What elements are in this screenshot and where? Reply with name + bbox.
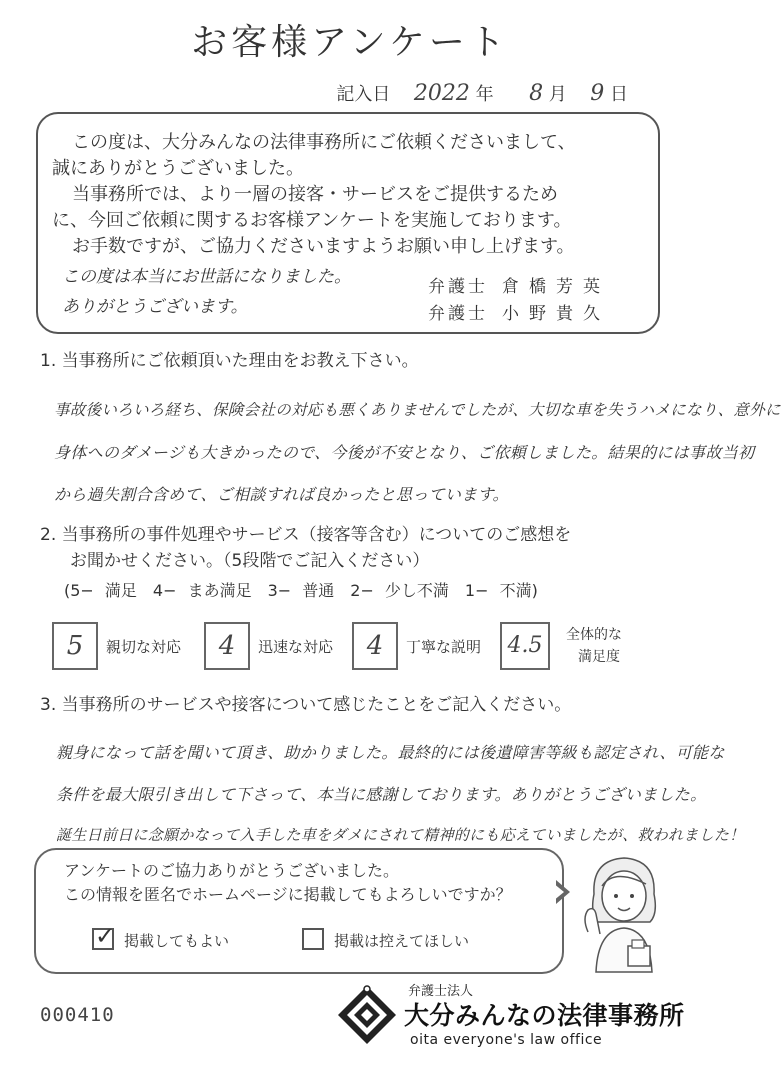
date-day: 9 <box>590 81 605 106</box>
lawyer-signature <box>428 272 610 297</box>
score-box-kindness[interactable]: 5 <box>52 622 98 670</box>
answer-1-line: 事故後いろいろ経ち、保険会社の対応も悪くありませんでしたが、大切な車を失うハメになり、意外に <box>54 401 781 419</box>
greeting-line: お手数ですが、ご協力くださいますようお願い申し上げます。 <box>72 236 575 257</box>
logo-name: 大分みんなの法律事務所 <box>404 1001 685 1030</box>
question-1: 1. 当事務所にご依頼頂いた理由をお教え下さい。 <box>40 351 419 371</box>
greeting-line: 当事務所では、より一層の接客・サービスをご提供するため <box>72 184 558 205</box>
score-label: 丁寧な説明 <box>406 638 482 656</box>
score-label: 親切な対応 <box>106 638 182 656</box>
logo-subtitle: 弁護士法人 <box>408 984 474 999</box>
greeting-line: 誠にありがとうございました。 <box>52 158 304 179</box>
lawyer-name: 小野貴久 <box>502 304 610 324</box>
score-label: 全体的な <box>566 627 622 643</box>
date-year-unit: 年 <box>475 84 494 105</box>
rating-scale: (5− 満足 4− まあ満足 3− 普通 2− 少し不満 1− 不満) <box>64 581 538 600</box>
check-mark-icon: ✓ <box>95 922 116 950</box>
date-month: 8 <box>529 81 544 106</box>
lawyer-role: 弁護士 <box>428 277 488 297</box>
score-label: 迅速な対応 <box>258 638 334 656</box>
question-3: 3. 当事務所のサービスや接客について感じたことをご記入ください。 <box>40 695 572 715</box>
entry-date <box>336 80 628 106</box>
serial-number: 000410 <box>40 1004 115 1026</box>
handwritten-note: ありがとうございます。 <box>62 297 248 317</box>
score-box-explanation[interactable]: 4 <box>352 622 398 670</box>
firm-logo-icon <box>336 984 398 1046</box>
question-2-line2: お聞かせください。（5段階でご記入ください） <box>70 551 430 571</box>
publish-decline-checkbox[interactable] <box>302 928 324 950</box>
score-box-speed[interactable]: 4 <box>204 622 250 670</box>
logo-english-name: oita everyone's law office <box>410 1032 603 1048</box>
answer-3-line: 親身になって話を聞いて頂き、助かりました。最終的には後遺障害等級も認定され、可能な <box>56 743 725 762</box>
answer-3-line: 誕生日前日に念願かなって入手した車をダメにされて精神的にも応えていましたが、救われました！ <box>56 826 745 844</box>
permission-question: この情報を匿名でホームページに掲載してもよろしいですか？ <box>64 885 512 904</box>
score-label: 満足度 <box>578 649 620 665</box>
page-title: お客様アンケート <box>191 22 509 63</box>
greeting-line: に、今回ご依頼に関するお客様アンケートを実施しております。 <box>52 210 572 231</box>
greeting-line: この度は、大分みんなの法律事務所にご依頼くださいまして、 <box>72 132 576 153</box>
answer-1-line: から過失割合含めて、ご相談すれば良かったと思っています。 <box>54 485 509 504</box>
lawyer-role: 弁護士 <box>428 304 488 324</box>
permission-thanks: アンケートのご協力ありがとうございました。 <box>64 861 400 880</box>
answer-3-line: 条件を最大限引き出して下さって、本当に感謝しております。ありがとうございました。 <box>56 785 707 804</box>
lawyer-name: 倉橋芳英 <box>502 277 610 297</box>
date-month-unit: 月 <box>548 84 567 105</box>
date-day-unit: 日 <box>610 84 628 105</box>
date-label: 記入日 <box>336 84 391 105</box>
publish-decline-label: 掲載は控えてほしい <box>334 932 470 950</box>
mascot-illustration <box>574 848 674 972</box>
answer-1-line: 身体へのダメージも大きかったので、今後が不安となり、ご依頼しました。結果的には事故当初 <box>54 443 755 462</box>
question-2: 2. 当事務所の事件処理やサービス（接客等含む）についてのご感想を <box>40 525 572 545</box>
score-box-overall[interactable]: 4.5 <box>500 622 550 670</box>
date-year: 2022 <box>413 81 470 106</box>
publish-ok-label: 掲載してもよい <box>124 932 230 950</box>
publish-ok-checkbox[interactable] <box>92 922 116 950</box>
lawyer-signature <box>428 299 610 324</box>
handwritten-note: この度は本当にお世話になりました。 <box>62 267 351 287</box>
